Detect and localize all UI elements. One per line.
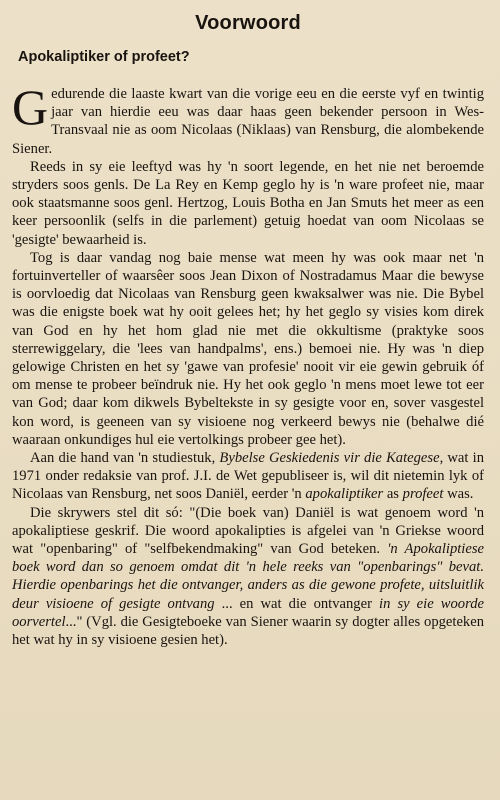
- paragraph-5-text-e: ..." (Vgl. die Gesigteboeke van Siener waarin sy dogter alles opgeteken het wat hy in sy visioene gesien het).: [12, 613, 484, 649]
- drop-cap: G: [12, 79, 49, 135]
- paragraph-5: [12, 504, 484, 650]
- page-title: Voorwoord: [195, 12, 301, 34]
- paragraph-5-text-a: Die skrywers stel dit só: "(Die boek van) Daniël is wat genoem word 'n apokaliptiese geskrif. Die woord apokalipties is afgelei van 'n Griekse woord wat "openbaring" of "selfbekendmaking" van God beteken.: [12, 504, 484, 558]
- quote-italic-2: in sy eie woorde oorvertel: [12, 595, 484, 630]
- paragraph-4-text-g: was.: [443, 486, 474, 503]
- term-apokaliptiker: apokaliptiker: [305, 486, 384, 503]
- paragraph-3: Tog is daar vandag nog baie mense wat meen hy was ook maar net 'n fortuinverteller of waarsêer soos Jean Dixon of Nostradamus Maar die bewyse is oorvloedig dat Nicolaas van Rensburg geen kwaksalwer was nie. Die Bybel was die enigste boek wat hy ooit gelees het; hy het geglo sy visies kom direk van God en hy het hom glad nie met die okkultisme (praktyke soos sterrewiggelary, die 'lees van handpalms', ens.) bemoei nie. Hy was 'n diep gelowige Christen en het sy 'gawe van profesie' nooit vir eie gewin gebruik óf om mense te probeer beïndruk nie. Hy het ook geglo 'n mens moet lewe tot eer van God; daar kom dikwels Bybeltekste in sy gesigte voor en, sover vasgestel kon word, is geeneen van sy visioene nog verkeerd bewys nie (behalwe dié waaraan onkundiges hul eie vertolkings probeer gee het).: [12, 249, 484, 448]
- paragraph-2: Reeds in sy eie leeftyd was hy 'n soort legende, en het nie net beroemde stryders soos genls. De La Rey en Kemp geglo hy is 'n ware profeet nie, maar ook staatsmanne soos genl. Hertzog, Louis Botha en Jan Smuts het meer as een keer persoonlik (selfs in die parlement) getuig hoedat van oom Nicolaas se 'gesigte' bewaarheid is.: [12, 158, 484, 248]
- paragraph-4: [12, 449, 484, 504]
- book-title-reference: Bybelse Geskiedenis vir die Kategese: [219, 450, 440, 467]
- paragraph-5-text-c: ... en wat die ontvanger: [214, 595, 380, 612]
- section-subtitle: Apokaliptiker of profeet?: [18, 49, 190, 65]
- paragraph-1-text: edurende die laaste kwart van die vorige eeu en die eerste vyf en twintig jaar van hierdie eeu was daar haas geen bekender persoon in Wes-Transvaal nie as oom Nicolaas (Niklaas) van Rensburg, die alombekende Siener.: [12, 86, 484, 157]
- paragraph-1: [12, 79, 484, 158]
- term-profeet: profeet: [402, 486, 444, 503]
- paragraph-4-text-a: Aan die hand van 'n studiestuk,: [30, 450, 220, 467]
- paragraph-4-text-e: as: [383, 486, 403, 503]
- body-text: [12, 79, 484, 649]
- quote-italic-1: 'n Apokaliptiese boek word dan so genoem omdat dit 'n hele reeks van "openbarings" bevat. Hierdie openbarings het die ontvanger, anders as die gewone profete, uitsluitlik deur visioene of gesigte ontvang: [12, 541, 484, 612]
- paragraph-4-text-c: , wat in 1971 onder redaksie van prof. J.I. de Wet gepubliseer is, wil dit nietemin lyk of Nicolaas van Rensburg, net soos Daniël, eerder 'n: [12, 450, 484, 503]
